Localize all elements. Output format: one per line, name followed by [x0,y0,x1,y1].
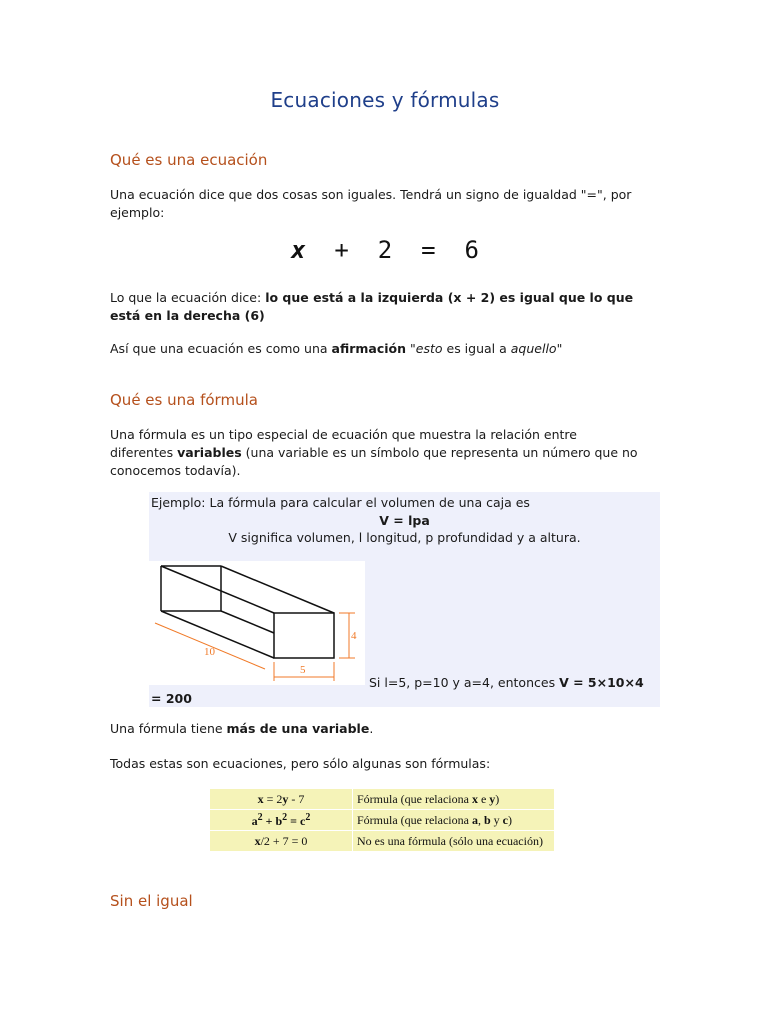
table-cell-description [353,789,555,810]
box-edge [161,566,274,613]
text-span: " [406,341,416,356]
bold-text: b [483,812,491,827]
bold-text: + b [262,813,283,828]
paragraph-afirmacion [110,340,660,358]
equation-variable: x [291,236,306,264]
text-span: /2 + 7 = 0 [260,833,308,848]
text-line: conocemos todavía). [110,463,241,478]
text-span: ) [507,812,512,827]
table-cell-description: No es una fórmula (sólo una ecuación) [353,831,555,852]
page-title: Ecuaciones y fórmulas [270,88,500,112]
paragraph-formula-definicion [110,426,660,480]
box-edge [161,611,274,658]
bold-text: x [257,791,264,806]
paragraph-mas-de-una-variable [110,720,660,738]
box-diagram-svg [149,561,365,685]
text-line: ejemplo: [110,205,165,220]
bold-text: más de una variable [226,721,370,736]
text-span: - 7 [288,791,305,806]
bold-text: x [254,833,261,848]
example-equation [110,236,660,264]
text-span: e [477,791,490,806]
text-span: " [556,341,563,356]
example-intro: Ejemplo: La fórmula para calcular el volumen de una caja es [151,495,530,510]
bold-text: lo que está a la izquierda (x + 2) es igual que lo que [265,290,634,305]
example-formula: V = lpa [379,513,430,528]
bold-text: x [471,791,478,806]
table-cell-expression [210,831,353,852]
example-calculation [369,674,644,692]
example-box-volumen [149,492,660,707]
dimension-label-length: 10 [204,646,215,658]
bold-text: está en la derecha (6) [110,308,265,323]
text-span: Si l=5, p=10 y a=4, entonces [369,675,560,690]
bold-text: c [502,812,508,827]
bold-text: a [471,812,478,827]
text-span: es igual a [442,341,511,356]
paragraph-lo-que-dice [110,289,660,325]
table-row [210,831,555,852]
box-edge [221,566,334,613]
bold-text: = c [287,813,306,828]
paragraph-todas-ecuaciones: Todas estas son ecuaciones, pero sólo algunas son fórmulas: [110,756,491,771]
italic-text: aquello [510,341,557,356]
bold-text: a [251,813,258,828]
superscript: 2 [257,811,263,823]
text-span: . [369,721,374,736]
text-line: Una fórmula es un tipo especial de ecuación que muestra la relación entre [110,427,577,442]
text-span: = 2 [263,791,283,806]
text-line: Una ecuación dice que dos cosas son iguales. Tendrá un signo de igualdad "=", por [110,187,632,202]
text-span: , [477,812,484,827]
text-span: Una fórmula tiene [110,721,227,736]
text-span: Fórmula (que relaciona [357,791,472,806]
table-row [210,789,555,810]
table-cell-expression [210,789,353,810]
heading-que-es-ecuacion: Qué es una ecuación [110,151,268,169]
table-cell-description [353,810,555,831]
text-span: Lo que la ecuación dice: [110,290,266,305]
text-span: y [490,812,503,827]
text-span: ) [495,791,500,806]
paragraph-ecuacion-definicion [110,186,660,222]
box-edge [221,611,274,633]
superscript: 2 [282,811,288,823]
dimension-label-height: 4 [351,630,357,642]
equation-rest: + 2 = 6 [305,236,479,264]
text-span: (una variable es un símbolo que representa un número que no [241,445,638,460]
bold-text: y [489,791,496,806]
example-result: = 200 [151,691,192,706]
bold-text: y [282,791,289,806]
box-front-face [274,613,334,658]
text-span: Así que una ecuación es como una [110,341,332,356]
text-span: Fórmula (que relaciona [357,812,472,827]
bold-text: V = 5×10×4 [559,675,644,690]
bold-text: variables [177,445,242,460]
bold-text: afirmación [331,341,407,356]
formulas-table [209,788,555,852]
dimension-label-width: 5 [300,664,306,676]
box-diagram [149,561,365,685]
table-cell-expression [210,810,353,831]
example-meaning: V significa volumen, l longitud, p profundidad y a altura. [228,530,581,545]
heading-que-es-formula: Qué es una fórmula [110,391,258,409]
italic-text: esto [415,341,443,356]
heading-sin-el-igual: Sin el igual [110,892,193,910]
table-row [210,810,555,831]
superscript: 2 [305,811,311,823]
text-span: diferentes [110,445,178,460]
